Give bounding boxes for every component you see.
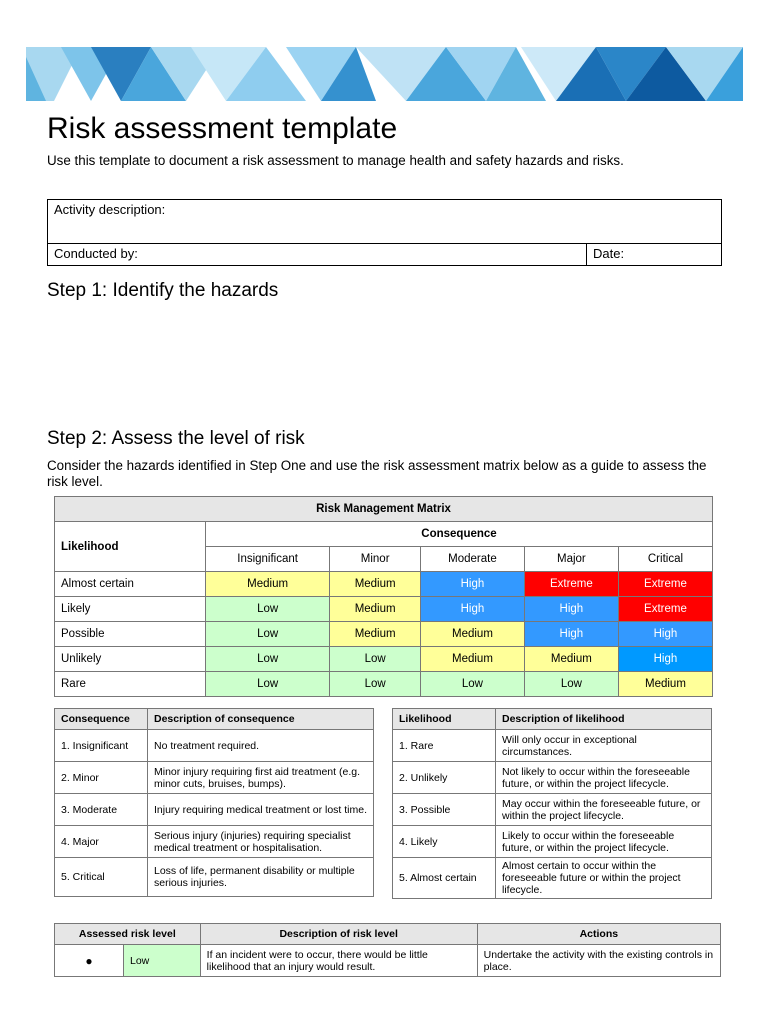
matrix-cell: Medium [524,647,618,672]
risk-level-table [54,923,721,977]
matrix-cell: Extreme [618,597,712,622]
table-row [393,762,712,794]
consequence-header: Consequence [55,709,148,730]
matrix-cell: Medium [421,622,525,647]
likelihood-level: 3. Possible [393,794,496,826]
matrix-row-label: Possible [55,622,206,647]
table-row [55,794,374,826]
matrix-row [55,572,713,597]
matrix-cell: Low [524,672,618,697]
likelihood-level: 4. Likely [393,826,496,858]
table-row [393,826,712,858]
likelihood-level: 1. Rare [393,730,496,762]
likelihood-description: Not likely to occur within the foreseeable future, or within the project lifecycle. [496,762,712,794]
matrix-cell: Low [206,672,330,697]
risk-description-header: Description of risk level [200,924,477,945]
table-row [55,945,721,977]
activity-description-label: Activity description: [54,202,166,217]
matrix-cell: Extreme [524,572,618,597]
likelihood-level: 2. Unlikely [393,762,496,794]
matrix-cell: High [618,622,712,647]
table-row [393,730,712,762]
matrix-col-header: Major [524,547,618,572]
table-row [55,826,374,858]
matrix-cell: Medium [421,647,525,672]
likelihood-description: May occur within the foreseeable future, or within the project lifecycle. [496,794,712,826]
matrix-cell: High [618,647,712,672]
step2-text: Consider the hazards identified in Step One and use the risk assessment matrix below as a guide to assess the risk level. [47,458,707,489]
matrix-likelihood-header: Likelihood [55,522,206,572]
matrix-cell: Low [330,647,421,672]
matrix-col-header: Minor [330,547,421,572]
matrix-row-label: Almost certain [55,572,206,597]
table-row [55,730,374,762]
intro-text: Use this template to document a risk assessment to manage health and safety hazards and risks. [47,153,624,168]
table-row [393,858,712,899]
likelihood-description-header: Description of likelihood [496,709,712,730]
matrix-row-label: Unlikely [55,647,206,672]
matrix-title: Risk Management Matrix [55,497,713,522]
likelihood-description: Almost certain to occur within the foreseeable future or within the project lifecycle. [496,858,712,899]
risk-level-description: If an incident were to occur, there would be little likelihood that an injury would result. [200,945,477,977]
matrix-col-header: Moderate [421,547,525,572]
likelihood-level: 5. Almost certain [393,858,496,899]
matrix-consequence-header: Consequence [206,522,713,547]
matrix-col-header: Insignificant [206,547,330,572]
matrix-cell: High [421,572,525,597]
consequence-level: 1. Insignificant [55,730,148,762]
consequence-description: Loss of life, permanent disability or multiple serious injuries. [148,858,374,897]
risk-level-value: Low [124,945,201,977]
risk-level-header: Assessed risk level [55,924,201,945]
consequence-level: 3. Moderate [55,794,148,826]
matrix-cell: Medium [330,597,421,622]
table-row [55,858,374,897]
header-banner [26,47,743,101]
matrix-row-label: Likely [55,597,206,622]
activity-form [47,199,722,266]
bullet-icon: ● [55,945,124,977]
table-row [393,794,712,826]
matrix-cell: Low [330,672,421,697]
risk-level-action: Undertake the activity with the existing controls in place. [477,945,720,977]
matrix-cell: Extreme [618,572,712,597]
matrix-row [55,622,713,647]
consequence-level: 4. Major [55,826,148,858]
likelihood-description: Likely to occur within the foreseeable future, or within the project lifecycle. [496,826,712,858]
likelihood-table [392,708,712,899]
matrix-row [55,597,713,622]
activity-description-field[interactable] [48,200,722,244]
matrix-cell: High [524,622,618,647]
page-title: Risk assessment template [47,112,398,145]
matrix-row [55,647,713,672]
matrix-col-header: Critical [618,547,712,572]
matrix-cell: Medium [330,572,421,597]
matrix-cell: Low [206,622,330,647]
matrix-cell: Medium [330,622,421,647]
consequence-description: Serious injury (injuries) requiring specialist medical treatment or hospitalisation. [148,826,374,858]
consequence-table [54,708,374,897]
consequence-description: Injury requiring medical treatment or lost time. [148,794,374,826]
matrix-cell: Medium [206,572,330,597]
consequence-description: No treatment required. [148,730,374,762]
matrix-cell: Low [206,597,330,622]
matrix-cell: Low [206,647,330,672]
date-field[interactable] [587,244,722,266]
consequence-level: 2. Minor [55,762,148,794]
step1-heading: Step 1: Identify the hazards [47,280,279,301]
conducted-by-label: Conducted by: [54,246,138,261]
matrix-cell: Medium [618,672,712,697]
likelihood-header: Likelihood [393,709,496,730]
matrix-row-label: Rare [55,672,206,697]
date-label: Date: [593,246,625,261]
risk-matrix [54,496,713,697]
matrix-cell: High [421,597,525,622]
matrix-cell: High [524,597,618,622]
consequence-description-header: Description of consequence [148,709,374,730]
matrix-row [55,672,713,697]
matrix-cell: Low [421,672,525,697]
consequence-level: 5. Critical [55,858,148,897]
likelihood-description: Will only occur in exceptional circumstances. [496,730,712,762]
table-row [55,762,374,794]
step2-heading: Step 2: Assess the level of risk [47,428,305,449]
actions-header: Actions [477,924,720,945]
conducted-by-field[interactable] [48,244,587,266]
consequence-description: Minor injury requiring first aid treatment (e.g. minor cuts, bruises, bumps). [148,762,374,794]
